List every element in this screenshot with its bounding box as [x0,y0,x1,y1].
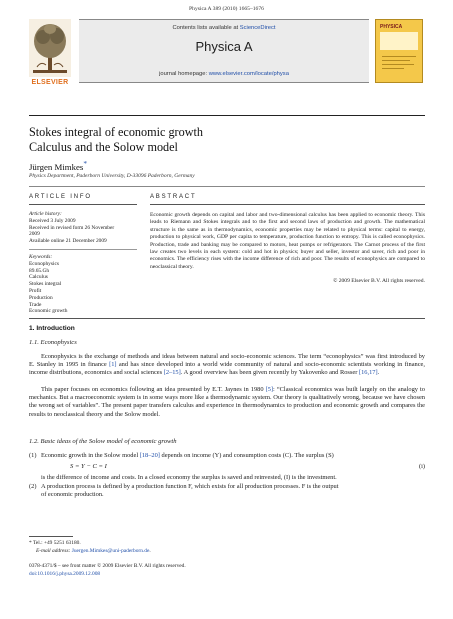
para-text: This paper focuses on economics following an idea presented by E.T. Jaynes in 1980 [41,386,266,393]
cover-line [382,60,410,61]
journal-name: Physica A [195,39,253,54]
footnote-phone: * Tel.: +49 5251 63180. [29,540,81,546]
cover-line [382,56,416,57]
history-item: Received 3 July 2009 [29,217,76,224]
doi-link[interactable]: doi:10.1016/j.physa.2009.12.008 [29,571,101,577]
history-item: Available online 21 December 2009 [29,238,107,245]
sciencedirect-link[interactable]: ScienceDirect [239,25,276,31]
contents-line [79,25,369,31]
email-label: E-mail address: [36,548,72,554]
article-history [29,211,137,245]
history-label: Article history: [29,211,62,217]
citation-link[interactable]: [5] [265,386,274,393]
citation-link[interactable]: [18–20] [139,452,160,459]
paragraph-2 [29,386,425,419]
abstract-copyright: © 2009 Elsevier B.V. All rights reserved. [333,278,425,284]
equation-i: S = Y − C = I [70,463,107,470]
title-line-1: Stokes integral of economic growth [29,125,203,139]
para-text: and has since developed into a world wide community of natural and socio-economic scientists working in finance, income distributions, economics and social sciences [29,361,425,377]
citation-link[interactable]: [2–15] [163,369,181,377]
affiliation: Physics Department, Paderborn University, D-33096 Paderborn, Germany [29,173,195,179]
keyword: Profit [29,287,42,294]
email-link[interactable]: Juergen.Mimkes@uni-paderborn.de [71,548,150,554]
author-footnote-mark[interactable]: * [83,159,87,168]
homepage-line [79,71,369,77]
item-text [41,483,425,499]
abstract-heading: ABSTRACT [150,194,197,200]
item-text-part: depends on income (Y) and consumption costs (C). The surplus (S) [159,452,334,459]
footnote-rule [29,536,73,537]
homepage-prefix: journal homepage: [159,71,209,77]
history-item: 2009 [29,231,40,238]
item-text [41,452,425,460]
homepage-link[interactable]: www.elsevier.com/locate/physa [208,71,289,77]
citation-link[interactable]: [16,17] [358,369,378,377]
cover-line [382,68,404,69]
item-text-part: of economic production. [41,491,104,499]
subsection-heading-solow: 1.2. Basic ideas of the Solow model of economic growth [29,438,177,445]
keyword: Econophysics [29,260,59,267]
history-item: Received in revised form 26 November [29,224,115,231]
journal-masthead [29,19,425,115]
article-title [29,125,425,154]
keyword: Economic growth [29,308,68,315]
article-info-rule [29,204,137,205]
para-text: . [377,369,380,377]
keywords-rule [29,249,137,250]
cover-line [382,64,414,65]
citation-link[interactable]: [1] [109,361,117,369]
para-text: Econophysics is the exchange of methods and ideas between natural and socio-economic sciences. The term “econophysics” was first introduced by E. Stanley in 1995 in finance [29,353,425,369]
cover-band [380,32,418,50]
section-heading-introduction: 1. Introduction [29,325,75,332]
journal-citation: Physica A 389 (2010) 1665–1676 [189,6,264,12]
keyword: 89.65.Gh [29,267,50,274]
item-text-part: A production process is defined by a production function F, which exists for all production processes. F is the output [41,483,339,490]
item-text: is the difference of income and costs. In a closed economy the surplus is saved and reinvested, (I) is the investment. [41,474,337,481]
email-suffix: . [149,548,151,554]
para-text: . A good overview has been given recently by Yakovenko and Rosser [180,369,359,377]
equation-number: (i) [418,463,425,470]
title-block-rule [29,186,425,187]
cover-title: PHYSICA [380,24,403,30]
elsevier-tree-logo [29,19,71,77]
journal-header-box [79,19,369,83]
abstract-rule [150,204,425,205]
author-name: Jürgen Mimkes [29,161,84,172]
article-info-heading: ARTICLE INFO [29,194,92,200]
keyword: Production [29,294,53,301]
subsection-heading-econophysics: 1.1. Econophysics [29,339,77,346]
item-number: (1) [29,452,37,459]
item-text-part: Economic growth in the Solow model [41,452,140,459]
keyword: Trade [29,301,42,308]
keyword: Calculus [29,274,48,281]
para-text: : “Classical economics was built largely on the analogy to mechanics. But a macroeconomic system is in some ways more like a thermodynamic system. Our theory is qualitatively wrong, because we have chosen the wrong set of variables”. The present paper transfers calculus and experience in thermodynamics to production and economic growth and compares the results to neoclassical theory and the Solow model. [29,386,425,418]
abstract-body: Economic growth depends on capital and labor and two-dimensional calculus has been applied to economic theory. This leads to Riemann and Stokes integrals and to the first and second laws of production and growth. The mathematical structure is the same as in thermodynamics, economic properties may be related to physical terms: capital to energy, production to physical work, GDP per capita to temperature, production function to entropy. This is called econophysics. Production, trade and banking may be compared to motors, heat pumps or refrigerators. The Carnot process of the first law creates two levels in each system: cold and hot in physics; buyer and seller, investor and saver, rich and poor in economics. The efficiency rises with the income difference of rich and poor. The results of econophysics are compared to neoclassical theory. [150,212,425,270]
author-line [29,159,87,172]
masthead-rule [29,115,425,116]
keyword: Stokes integral [29,281,62,288]
footnote-email [36,548,151,555]
publisher-wordmark: ELSEVIER [31,79,69,86]
item-number: (2) [29,483,37,490]
doi-line [29,571,100,578]
keywords-label: Keywords: [29,254,53,260]
front-matter-rule [29,318,425,319]
paragraph-1 [29,353,425,378]
journal-cover-thumbnail [375,19,423,83]
title-line-2: Calculus and the Solow model [29,139,178,154]
issn-line: 0378-4371/$ – see front matter © 2009 Elsevier B.V. All rights reserved. [29,563,186,569]
keywords-list [29,254,137,315]
contents-prefix: Contents lists available at [172,25,240,31]
